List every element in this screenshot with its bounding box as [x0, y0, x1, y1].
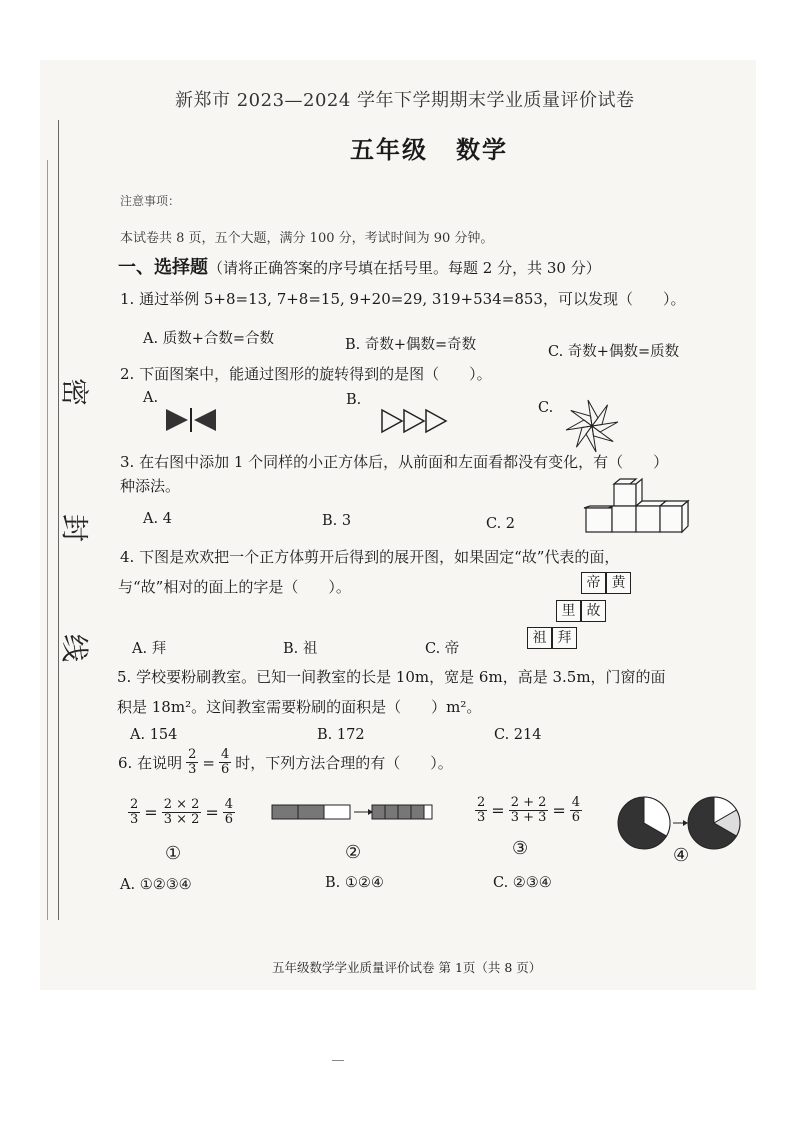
notice-heading: 注意事项：: [120, 194, 181, 208]
frac-den: 6: [220, 762, 230, 777]
q6-method-2-bars: [272, 803, 442, 823]
q4-option-b: B. 祖: [283, 641, 318, 657]
q2-figure-c-pinwheel: [562, 396, 622, 456]
q6-label-4: ④: [673, 845, 690, 866]
q6-frac-b: [219, 748, 231, 777]
q6-method-4-pies: [617, 796, 737, 852]
frac-num: 2 + 2: [510, 795, 547, 810]
q2-option-a: A.: [143, 390, 159, 406]
frac-den: 6: [571, 810, 581, 825]
q3-option-b: B. 3: [322, 513, 352, 529]
frac-den: 3: [477, 810, 486, 825]
question-6: [118, 748, 453, 777]
frac-num: 4: [571, 795, 581, 810]
question-1: 1. 通过举例 5+8=13, 7+8=15, 9+20=29, 319+534=853，可以发现（ ）。: [120, 290, 686, 308]
q4-option-a: A. 拜: [132, 641, 167, 657]
section-note: （请将正确答案的序号填在括号里。每题 2 分，共 30 分）: [208, 259, 601, 277]
q5-option-c: C. 214: [494, 727, 542, 743]
m1-frac-3: [223, 798, 235, 827]
section-title-text: 一、选择题: [118, 257, 208, 278]
side-mark-xian: 线: [58, 633, 92, 663]
q1-option-c: C. 奇数+偶数=质数: [548, 344, 680, 360]
frac-den: 3 × 2: [163, 812, 200, 827]
exam-subtitle: [350, 130, 508, 165]
notice-text: 本试卷共 8 页，五个大题，满分 100 分，考试时间为 90 分钟。: [120, 231, 494, 246]
frac-num: 2 × 2: [163, 797, 200, 812]
q6-label-3: ③: [512, 838, 529, 859]
subject: 数学: [456, 135, 508, 164]
frac-den: 6: [224, 812, 234, 827]
m1-frac-1: [128, 798, 140, 827]
m1-eq-2: =: [205, 803, 219, 822]
frac-num: 4: [220, 747, 230, 762]
net-cell-gu: 故: [581, 600, 606, 622]
side-mark-feng: 封: [58, 513, 92, 543]
net-cell-zu: 祖: [527, 627, 552, 649]
frac-num: 2: [188, 747, 197, 762]
frac-num: 2: [477, 795, 486, 810]
q2-figure-a: [163, 407, 223, 433]
m3-eq-1: =: [491, 801, 505, 820]
q6-frac-a: [186, 748, 198, 777]
q2-option-b: B.: [346, 392, 362, 408]
frac-den: 3 + 3: [510, 810, 547, 825]
frac-num: 4: [224, 797, 234, 812]
m3-frac-2: [509, 796, 549, 825]
frac-den: 3: [130, 812, 139, 827]
q6-method-3: [475, 796, 582, 825]
frac-num: 2: [130, 797, 139, 812]
q5-option-a: A. 154: [130, 727, 178, 743]
m3-frac-3: [570, 796, 582, 825]
q6-option-c: C. ②③④: [493, 875, 552, 891]
q1-option-a: A. 质数+合数=合数: [143, 331, 274, 347]
q3-cube-figure: [584, 478, 694, 538]
q6-option-b: B. ①②④: [325, 875, 384, 891]
q4-option-c: C. 帝: [425, 641, 460, 657]
q2-option-c: C.: [538, 400, 554, 416]
m3-eq-2: =: [552, 801, 566, 820]
frac-den: 3: [188, 762, 197, 777]
q6-option-a: A. ①②③④: [120, 877, 192, 893]
question-4-cont: 与“故”相对的面上的字是（ ）。: [118, 578, 351, 596]
q6-label-2: ②: [345, 842, 362, 863]
grade: 五年级: [350, 135, 428, 164]
question-5: 5. 学校要粉刷教室。已知一间教室的长是 10m，宽是 6m，高是 3.5m，门窗的面: [117, 668, 666, 686]
question-2: 2. 下面图案中，能通过图形的旋转得到的是图（ ）。: [120, 365, 492, 383]
binding-line-outer: [47, 160, 48, 920]
q3-option-c: C. 2: [486, 516, 516, 532]
question-3: 3. 在右图中添加 1 个同样的小正方体后，从前面和左面看都没有变化，有（ ）: [120, 453, 669, 471]
q3-option-a: A. 4: [143, 511, 172, 527]
q6-text-pre: 6. 在说明: [118, 754, 183, 772]
page-mark: [332, 1060, 344, 1061]
net-cell-bai: 拜: [552, 627, 577, 649]
section-title: [118, 253, 601, 279]
q6-eq: =: [202, 753, 215, 772]
question-3-cont: 种添法。: [120, 477, 181, 495]
net-cell-di: 帝: [581, 572, 606, 594]
side-mark-mi: 密: [58, 377, 92, 407]
q2-figure-b: [380, 408, 452, 434]
question-5-cont: 积是 18m²。这间教室需要粉刷的面积是（ ）m²。: [117, 698, 482, 716]
m1-eq-1: =: [144, 803, 158, 822]
q6-text-post: 时，下列方法合理的有（ ）。: [235, 754, 453, 772]
question-4: 4. 下图是欢欢把一个正方体剪开后得到的展开图，如果固定“故”代表的面，: [120, 548, 620, 566]
q6-label-1: ①: [165, 843, 182, 864]
net-cell-huang: 黄: [606, 572, 631, 594]
net-cell-li: 里: [556, 600, 581, 622]
q6-method-1: [128, 798, 235, 827]
page-footer: 五年级数学学业质量评价试卷 第 1页（共 8 页）: [272, 960, 542, 975]
m3-frac-1: [475, 796, 487, 825]
q1-option-b: B. 奇数+偶数=奇数: [345, 337, 477, 353]
q5-option-b: B. 172: [317, 727, 365, 743]
m1-frac-2: [162, 798, 202, 827]
exam-title: 新郑市 2023—2024 学年下学期期末学业质量评价试卷: [175, 90, 635, 111]
